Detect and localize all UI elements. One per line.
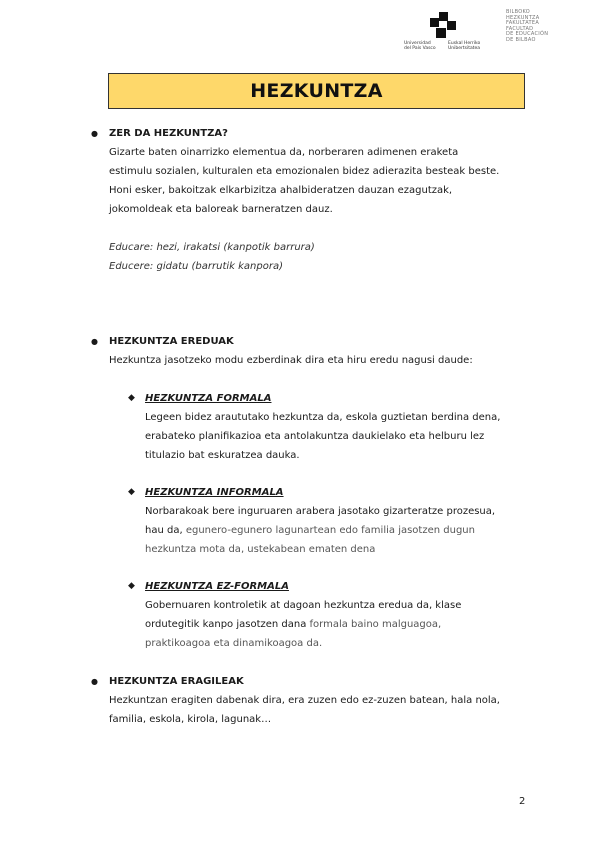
paragraph-line: hezkuntza mota da, ustekabean ematen dena	[145, 544, 376, 555]
diamond-bullet-icon: ◆	[128, 581, 135, 591]
university-name-es: Euskal Herriko Unibertsitatea	[448, 41, 481, 51]
paragraph-line: Legeen bidez araututako hezkuntza da, eskola guztietan berdina dena,	[145, 412, 501, 423]
faculty-logo: BILBOKO HEZKUNTZA FAKULTATEA FACULTAD DE EDUCACIÓN DE BILBAO	[506, 9, 549, 43]
section-heading: HEZKUNTZA EREDUAK	[109, 336, 234, 347]
paragraph-line: erabateko planifikazioa eta antolakuntza daukielako eta helburu lez	[145, 431, 485, 442]
section-intro: Hezkuntza jasotzeko modu ezberdinak dira eta hiru eredu nagusi daude:	[109, 355, 473, 366]
university-emblem-icon	[430, 12, 456, 38]
paragraph-line: jokomoldeak eta baloreak barneratzen dauz.	[109, 204, 333, 215]
paragraph-line: Honi esker, bakoitzak elkarbizitza ahalbideratzen dauzan ezagutzak,	[109, 185, 453, 196]
page-title: HEZKUNTZA	[250, 80, 383, 102]
text-span: formala baino malguagoa,	[309, 619, 442, 630]
paragraph-line: Gizarte baten oinarrizko elementua da, norberaren adimenen eraketa	[109, 147, 459, 158]
university-logo	[404, 8, 484, 52]
paragraph-line: Hezkuntzan eragiten dabenak dira, era zuzen edo ez-zuzen batean, hala nola,	[109, 695, 500, 706]
university-name-eu: Universidad del País Vasco	[404, 41, 436, 51]
section-heading: HEZKUNTZA ERAGILEAK	[109, 676, 244, 687]
title-box	[108, 73, 525, 109]
subsection-heading: HEZKUNTZA FORMALA	[145, 393, 272, 404]
subsection-heading: HEZKUNTZA INFORMALA	[145, 487, 284, 498]
diamond-bullet-icon: ◆	[128, 487, 135, 497]
educare-definition: Educare: hezi, irakatsi (kanpotik barrura)	[109, 242, 315, 253]
paragraph-line: familia, eskola, kirola, lagunak…	[109, 714, 272, 725]
bullet-icon: ●	[91, 337, 98, 346]
section-heading: ZER DA HEZKUNTZA?	[109, 128, 228, 139]
paragraph-line	[145, 521, 530, 540]
paragraph-line: praktikoagoa eta dinamikoagoa da.	[145, 638, 323, 649]
paragraph-line	[145, 615, 530, 634]
text-span: hau da,	[145, 525, 186, 536]
header-logos	[404, 8, 564, 52]
paragraph-line: Gobernuaren kontroletik at dagoan hezkuntza eredua da, klase	[145, 600, 462, 611]
text-span: egunero-egunero lagunartean edo familia jasotzen dugun	[185, 525, 475, 536]
bullet-icon: ●	[91, 129, 98, 138]
bullet-icon: ●	[91, 677, 98, 686]
paragraph-line: titulazio bat eskuratzea dauka.	[145, 450, 300, 461]
page-number: 2	[519, 796, 526, 807]
subsection-heading: HEZKUNTZA EZ-FORMALA	[145, 581, 289, 592]
educere-definition: Educere: gidatu (barrutik kanpora)	[109, 261, 283, 272]
text-span: ordutegitik kanpo jasotzen dana	[145, 619, 310, 630]
paragraph-line: estimulu sozialen, kulturalen eta emozionalen bidez adierazita besteak beste.	[109, 166, 500, 177]
diamond-bullet-icon: ◆	[128, 393, 135, 403]
paragraph-line: Norbarakoak bere inguruaren arabera jasotako gizarteratze prozesua,	[145, 506, 496, 517]
